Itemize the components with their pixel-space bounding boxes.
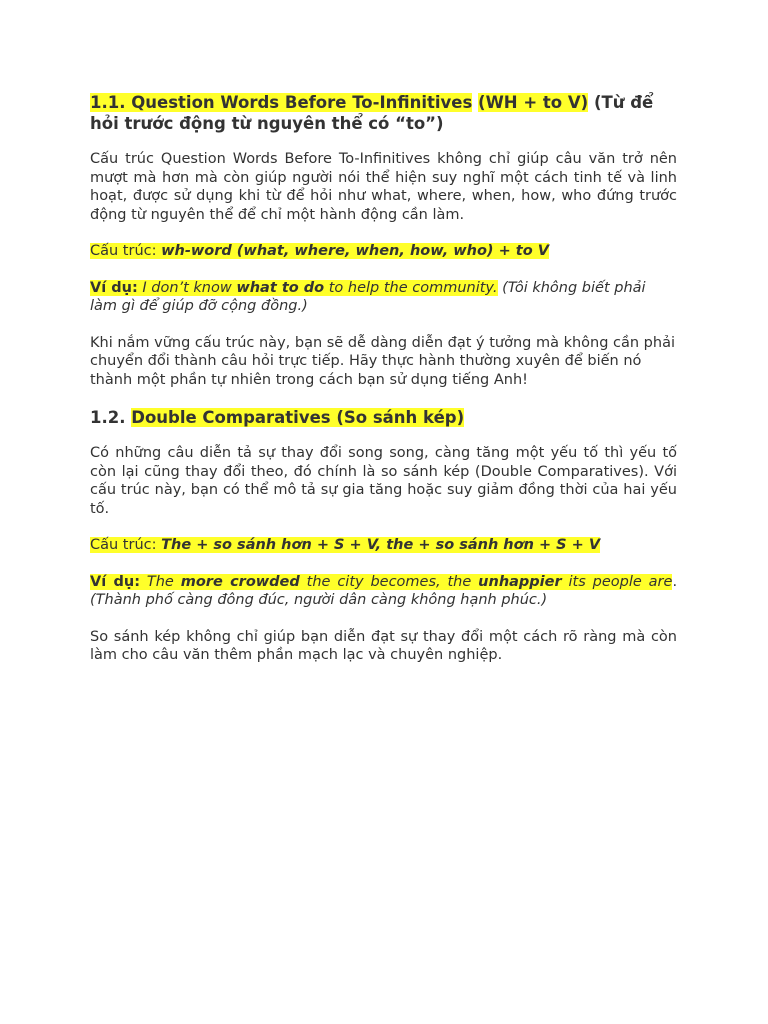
example-key-phrase-1: more crowded (180, 573, 300, 590)
structure-formula: The + so sánh hơn + S + V, the + so sánh hơn + S + V (161, 537, 601, 553)
structure-label: Cấu trúc: (90, 537, 157, 553)
section2-intro: Có những câu diễn tả sự thay đổi song song, càng tăng một yếu tố thì yếu tố còn lại cũng thay đổi theo, đó chính là so sánh kép (Double Comparatives). Với cấu trúc này, bạn có thể mô tả sự gia tăng hoặc suy giảm đồng thời của hai yếu tố. (90, 445, 677, 517)
section1-conclusion: Khi nắm vững cấu trúc này, bạn sẽ dễ dàng diễn đạt ý tưởng mà không cần phải chuyển đổi thành câu hỏi trực tiếp. Hãy thực hành thường xuyên để biến nó thành một phần tự nhiên trong cách bạn sử dụng tiếng Anh! (90, 334, 675, 388)
section2-conclusion: So sánh kép không chỉ giúp bạn diễn đạt sự thay đổi một cách rõ ràng mà còn làm cho câu văn thêm phần mạch lạc và chuyên nghiệp. (90, 628, 677, 663)
structure-formula: wh-word (what, where, when, how, who) + to V (161, 243, 549, 259)
heading-formula: (WH + to V) (478, 93, 589, 112)
example-key-phrase-2: unhappier (478, 573, 562, 590)
heading-subtitle: (Từ để hỏi trước động từ nguyên thể có “to”) (90, 93, 654, 133)
example-period: . (672, 573, 678, 590)
heading-number: 1.2. (90, 408, 126, 427)
example-text-mid: the city becomes, the (306, 573, 472, 590)
document-page (90, 92, 677, 683)
example-label: Ví dụ: (90, 573, 140, 590)
example-the: The (146, 573, 174, 590)
section1-intro: Cấu trúc Question Words Before To-Infinitives không chỉ giúp câu văn trở nên mượt mà hơn mà còn giúp người nói thể hiện suy nghĩ một cách tinh tế và linh hoạt, được sử dụng khi từ để hỏi như what, where, when, how, who đứng trước động từ nguyên thể để chỉ một hành động cần làm. (90, 151, 677, 223)
section2-structure (90, 536, 677, 555)
section2-example (90, 573, 677, 610)
heading-number: 1.1. (90, 93, 126, 112)
structure-label: Cấu trúc: (90, 243, 157, 259)
section1-structure (90, 242, 677, 261)
section1-example (90, 279, 677, 316)
example-translation: (Tôi không biết phải làm gì để giúp đỡ cộng đồng.) (90, 279, 646, 314)
example-text-post: its people are (568, 573, 673, 590)
example-text-pre: I don’t know (142, 279, 232, 296)
example-label: Ví dụ: (90, 279, 138, 296)
example-key-phrase: what to do (236, 279, 325, 296)
example-translation: (Thành phố càng đông đúc, người dân càng không hạnh phúc.) (90, 592, 548, 608)
section-heading-double-comparatives (90, 407, 677, 428)
section-heading-question-words (90, 92, 677, 134)
heading-title: Double Comparatives (So sánh kép) (131, 408, 465, 427)
heading-title: Question Words Before To-Infinitives (131, 93, 473, 112)
example-text-post: to help the community. (328, 279, 498, 296)
